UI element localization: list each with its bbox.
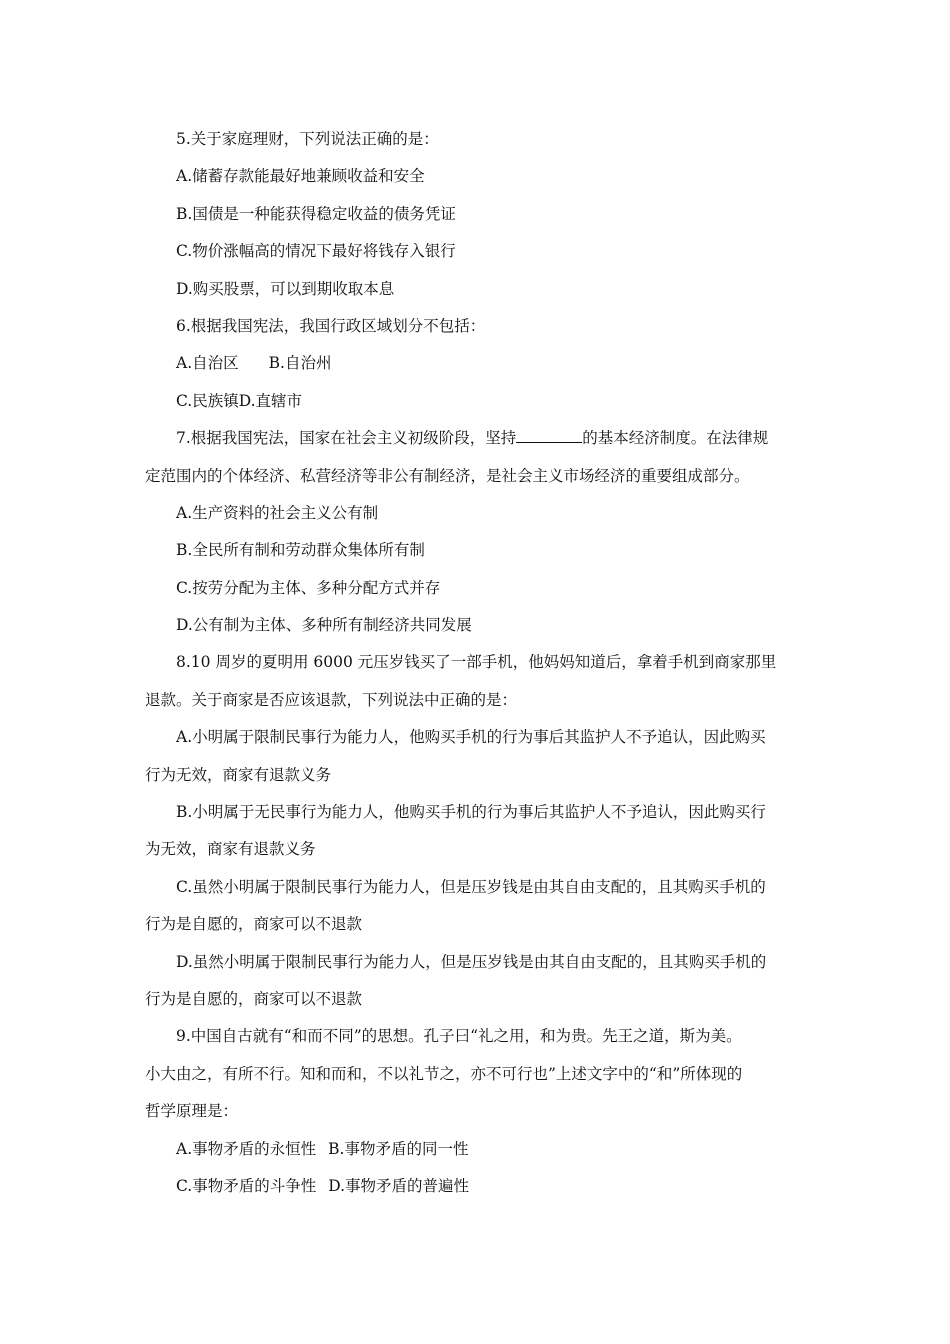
question-8-option-a-line-2: 行为无效，商家有退款义务 <box>145 765 332 784</box>
question-8-option-b-line-1: B.小明属于无民事行为能力人，他购买手机的行为事后其监护人不予追认，因此购买行 <box>176 803 766 822</box>
question-8-stem-line-2: 退款。关于商家是否应该退款，下列说法中正确的是： <box>145 690 518 709</box>
question-7-option-c: C.按劳分配为主体、多种分配方式并存 <box>176 578 441 597</box>
question-7-stem-after-blank: 的基本经济制度。在法律规 <box>582 429 769 448</box>
question-8-option-b-line-2: 为无效，商家有退款义务 <box>145 840 316 859</box>
question-6-option-d: D.直辖市 <box>238 391 303 410</box>
question-5-option-a: A.储蓄存款能最好地兼顾收益和安全 <box>176 167 425 186</box>
question-7-stem-before-blank: 7.根据我国宪法，国家在社会主义初级阶段，坚持 <box>176 429 517 448</box>
question-9-option-a: A.事物矛盾的永恒性 <box>176 1139 317 1158</box>
question-7-option-b: B.全民所有制和劳动群众集体所有制 <box>176 541 425 560</box>
question-5-stem: 5.关于家庭理财，下列说法正确的是： <box>176 130 439 148</box>
question-5-option-c: C.物价涨幅高的情况下最好将钱存入银行 <box>176 242 456 261</box>
question-8-option-c-line-1: C.虽然小明属于限制民事行为能力人，但是压岁钱是由其自由支配的，且其购买手机的 <box>176 877 766 896</box>
question-7-option-d: D.公有制为主体、多种所有制经济共同发展 <box>176 616 472 635</box>
question-8-option-d-line-2: 行为是自愿的，商家可以不退款 <box>145 989 363 1008</box>
question-6-options-row-1 <box>145 345 811 382</box>
question-9-stem-line-1: 9.中国自古就有“和而不同”的思想。孔子曰“礼之用，和为贵。先王之道，斯为美。 <box>176 1027 742 1046</box>
question-7-stem-line-2: 定范围内的个体经济、私营经济等非公有制经济，是社会主义市场经济的重要组成部分。 <box>145 466 750 485</box>
question-8-option-a-line-1: A.小明属于限制民事行为能力人，他购买手机的行为事后其监护人不予追认，因此购买 <box>176 728 766 747</box>
question-9-stem-line-2: 小大由之，有所不行。知和而和，不以礼节之，亦不可行也”上述文字中的“和”所体现的 <box>145 1064 743 1083</box>
question-8-option-c-line-2: 行为是自愿的，商家可以不退款 <box>145 915 363 934</box>
question-6-option-c: C.民族镇 <box>176 391 239 410</box>
question-7-option-a: A.生产资料的社会主义公有制 <box>176 503 379 522</box>
question-6-option-a: A.自治区 <box>176 354 239 373</box>
question-9-options-row-2 <box>145 1168 811 1205</box>
question-9-option-c: C.事物矛盾的斗争性 <box>176 1176 317 1195</box>
question-8-option-d-line-1: D.虽然小明属于限制民事行为能力人，但是压岁钱是由其自由支配的，且其购买手机的 <box>176 952 767 971</box>
exam-page <box>145 121 811 1205</box>
question-9-options-row-1 <box>145 1131 811 1168</box>
question-6-options-row-2 <box>145 383 811 420</box>
question-9-option-b: B.事物矛盾的同一性 <box>328 1139 469 1158</box>
question-7-stem-line-1 <box>145 420 811 457</box>
question-6-stem: 6.根据我国宪法，我国行政区域划分不包括： <box>176 316 486 335</box>
question-5-option-b: B.国债是一种能获得稳定收益的债务凭证 <box>176 204 456 223</box>
question-5-option-d: D.购买股票，可以到期收取本息 <box>176 279 395 298</box>
fill-in-blank <box>516 428 582 443</box>
question-9-option-d: D.事物矛盾的普遍性 <box>328 1176 470 1195</box>
question-9-stem-line-3: 哲学原理是： <box>145 1102 239 1121</box>
question-6-option-b: B.自治州 <box>268 354 332 373</box>
question-8-stem-line-1: 8.10 周岁的夏明用 6000 元压岁钱买了一部手机，他妈妈知道后，拿着手机到商家那里 <box>176 653 777 672</box>
